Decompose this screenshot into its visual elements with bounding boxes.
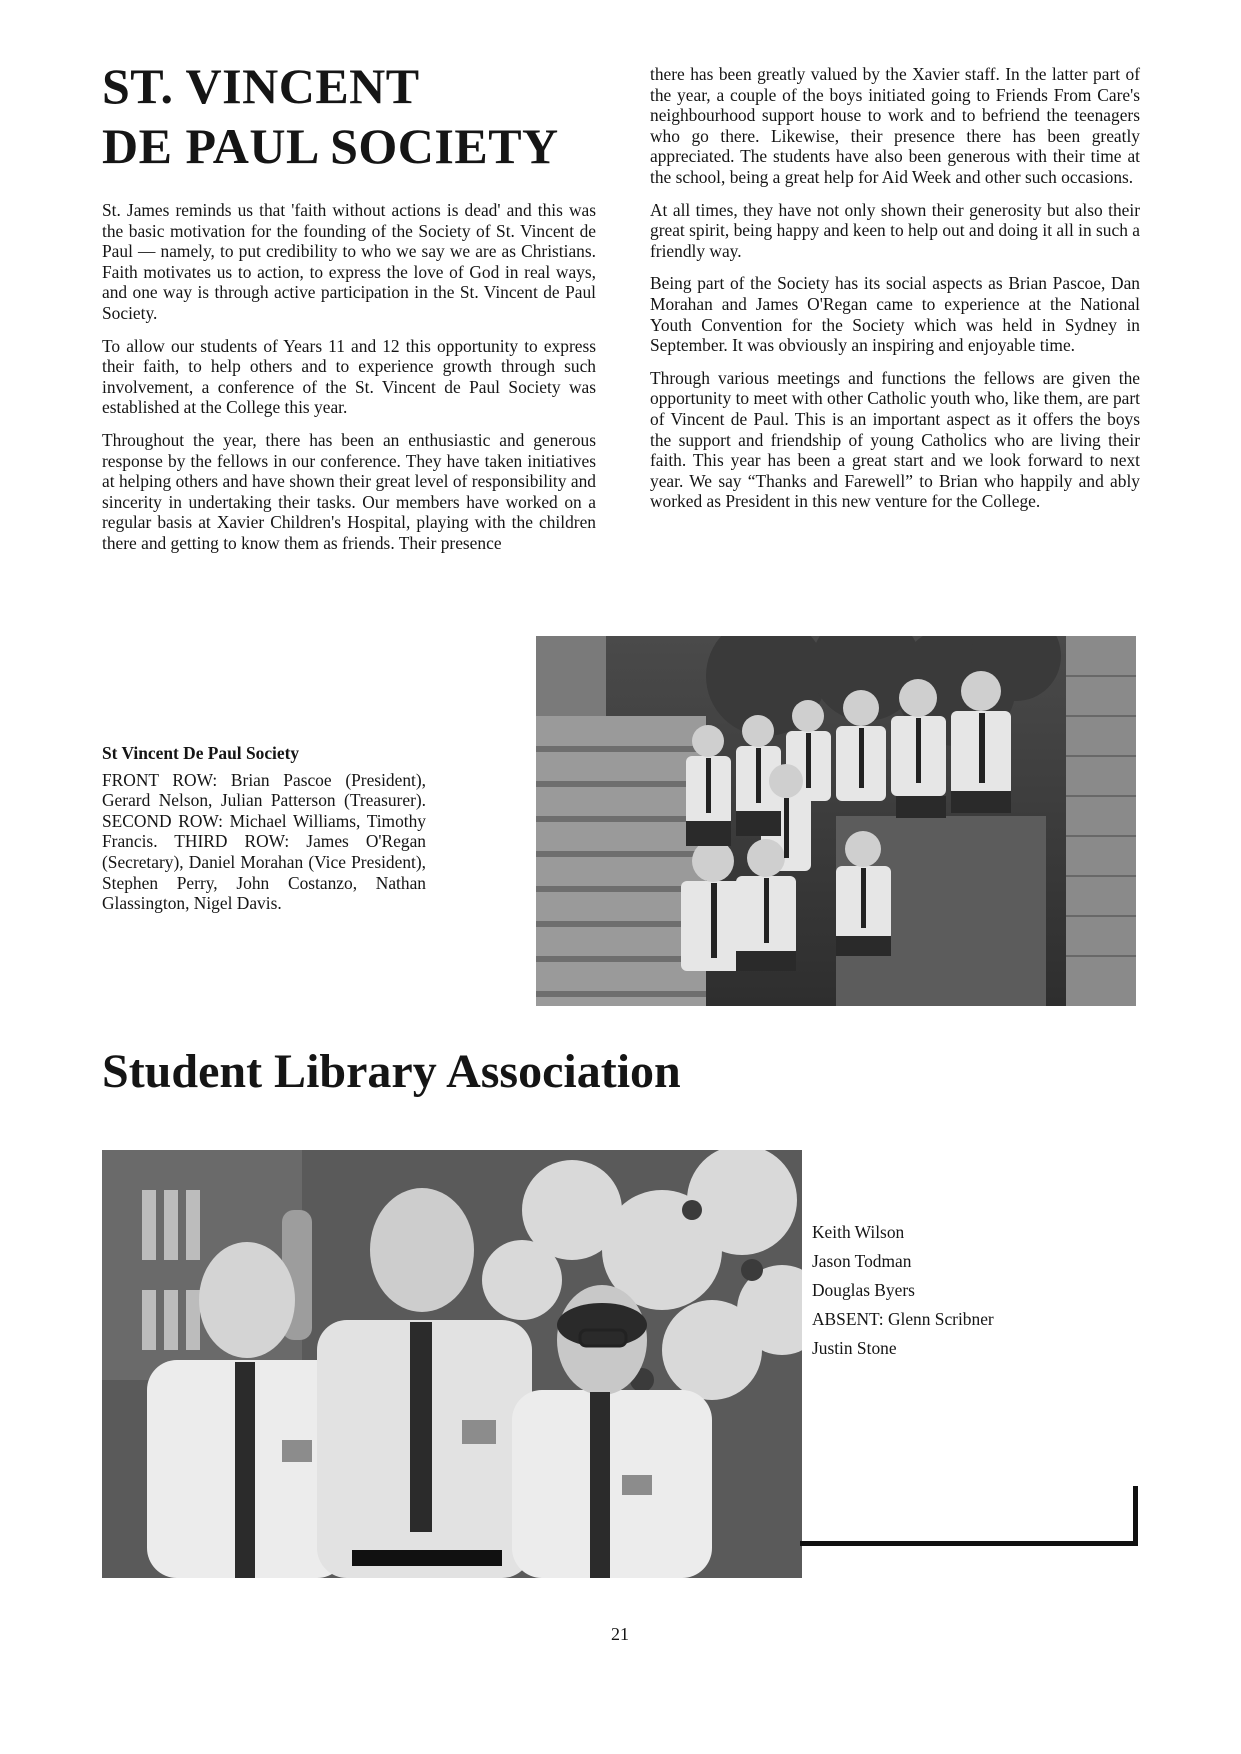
svdp-group-photo	[536, 636, 1136, 1006]
caption-title: St Vincent De Paul Society	[102, 743, 300, 763]
svdp-title-line2: DE PAUL SOCIETY	[102, 118, 559, 174]
paragraph: there has been greatly valued by the Xavier staff. In the latter part of the year, a couple of the boys initiated going to Friends From Care's neighbourhood support house to work and to befriend the teenagers who go there. Likewise, their presence there has been greatly appreciated. The students have also been generous with their time at the school, being a great help for Aid Week and other such occasions.	[650, 64, 1140, 187]
member-name: Douglas Byers	[812, 1280, 915, 1300]
paragraph: Throughout the year, there has been an enthusiastic and generous response by the fellows in our conference. They have taken initiatives at helping others and have shown their great level of responsibility and sincerity in undertaking their tasks. Our members have worked on a regular basis at Xavier Children's Hospital, playing with the children there and getting to know them as friends. Their presence	[102, 429, 596, 553]
paragraph: Being part of the Society has its social aspects as Brian Pascoe, Dan Morahan and James O'Regan came to experience at the National Youth Convention for the Society which was held in Sydney in September. It was obviously an inspiring and enjoyable time.	[650, 273, 1140, 356]
svdp-title-line1: ST. VINCENT	[102, 58, 420, 114]
member-name: ABSENT: Glenn Scribner	[812, 1309, 994, 1329]
corner-rule-vertical	[1133, 1486, 1138, 1546]
svdp-right-column	[650, 64, 1140, 524]
svdp-photo-caption	[102, 743, 426, 914]
library-group-photo	[102, 1150, 802, 1578]
paragraph: At all times, they have not only shown their generosity but also their great spirit, being happy and keen to help out and doing it all in such a friendly way.	[650, 199, 1140, 261]
library-title: Student Library Association	[102, 1045, 681, 1098]
member-name: Justin Stone	[812, 1338, 897, 1358]
paragraph: To allow our students of Years 11 and 12 this opportunity to express their faith, to help others and to experience growth through such involvement, a conference of the St. Vincent de Paul Society was established at the College this year.	[102, 335, 596, 418]
paragraph: St. James reminds us that 'faith without actions is dead' and this was the basic motivation for the founding of the Society of St. Vincent de Paul — namely, to put credibility to who we say we are as Christians. Faith motivates us to action, to express the love of God in real ways, and one way is through active participation in the St. Vincent de Paul Society.	[102, 200, 596, 323]
svdp-left-column	[102, 200, 596, 566]
svdp-title	[102, 56, 622, 176]
paragraph: Through various meetings and functions the fellows are given the opportunity to meet with other Catholic youth who, like them, are part of Vincent de Paul. This is an important aspect as it offers the boys the support and friendship of young Catholics who are living their faith. This year has been a great start and we look forward to next year. We say “Thanks and Farewell” to Brian who happily and ably worked as President in this new venture for the College.	[650, 367, 1140, 512]
member-name: Jason Todman	[812, 1251, 912, 1271]
member-name: Keith Wilson	[812, 1222, 905, 1242]
corner-rule-horizontal	[800, 1541, 1138, 1546]
library-member-names	[812, 1218, 1112, 1363]
page-number: 21	[611, 1624, 629, 1644]
caption-body: FRONT ROW: Brian Pascoe (President), Gerard Nelson, Julian Patterson (Treasurer). SECOND ROW: Michael Williams, Timothy Francis. THIRD ROW: James O'Regan (Secretary), Daniel Morahan (Vice President), Stephen Perry, John Costanzo, Nathan Glassington, Nigel Davis.	[102, 769, 426, 914]
